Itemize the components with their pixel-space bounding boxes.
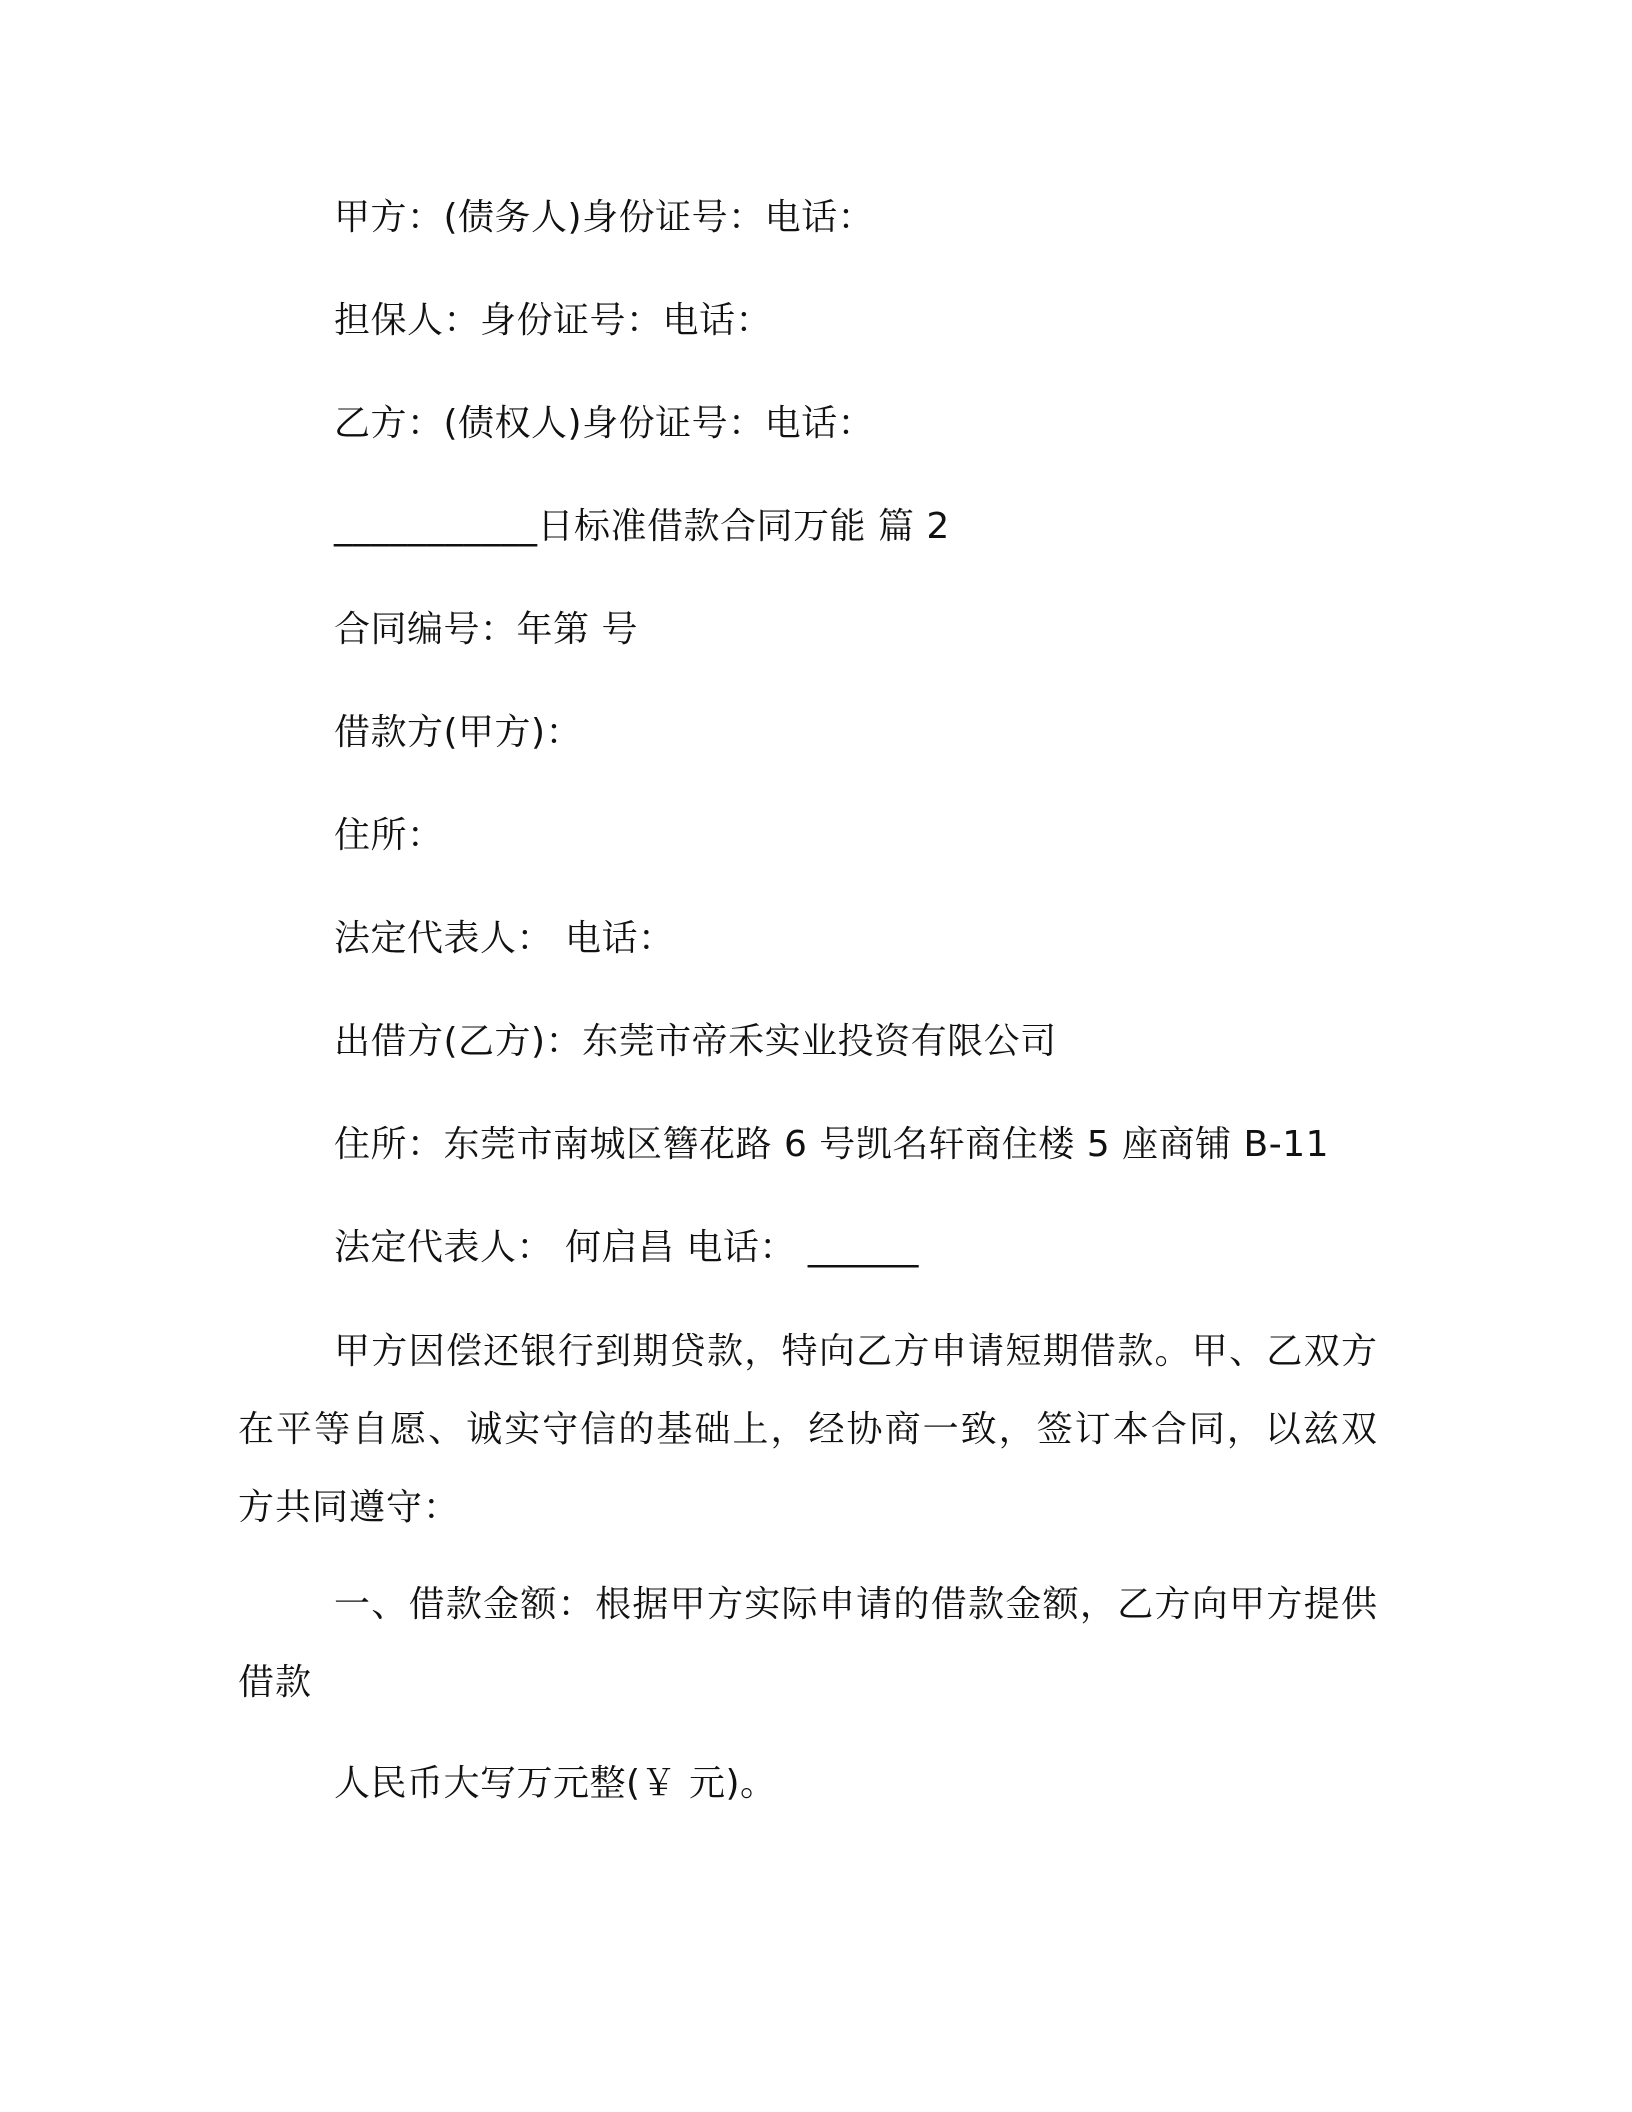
borrower-line: 借款方(甲方)： — [334, 712, 583, 753]
debtor-line: 甲方：(债务人)身份证号：电话： — [334, 197, 875, 238]
section-title: ___________日标准借款合同万能 篇 2 — [334, 506, 950, 547]
borrower-representative-line: 法定代表人： 电话： — [334, 918, 675, 959]
intro-paragraph: 甲方因偿还银行到期贷款，特向乙方申请短期借款。甲、乙双方在平等自愿、诚实守信的基础上，经协商一致，签订本合同，以兹双方共同遵守： — [238, 1331, 1378, 1528]
contract-number-line: 合同编号：年第 号 — [334, 609, 638, 650]
guarantor-line: 担保人：身份证号：电话： — [334, 300, 773, 341]
borrower-address-line: 住所： — [334, 815, 444, 856]
loan-amount-paragraph: 一、借款金额：根据甲方实际申请的借款金额，乙方向甲方提供借款 — [238, 1584, 1378, 1703]
lender-address-line: 住所：东莞市南城区簪花路 6 号凯名轩商住楼 5 座商铺 B-11 — [334, 1124, 1330, 1165]
amount-line: 人民币大写万元整(￥ 元)。 — [334, 1763, 777, 1804]
creditor-line: 乙方：(债权人)身份证号：电话： — [334, 403, 875, 444]
lender-representative-line: 法定代表人： 何启昌 电话： ______ — [334, 1227, 919, 1268]
lender-line: 出借方(乙方)：东莞市帝禾实业投资有限公司 — [334, 1021, 1057, 1062]
